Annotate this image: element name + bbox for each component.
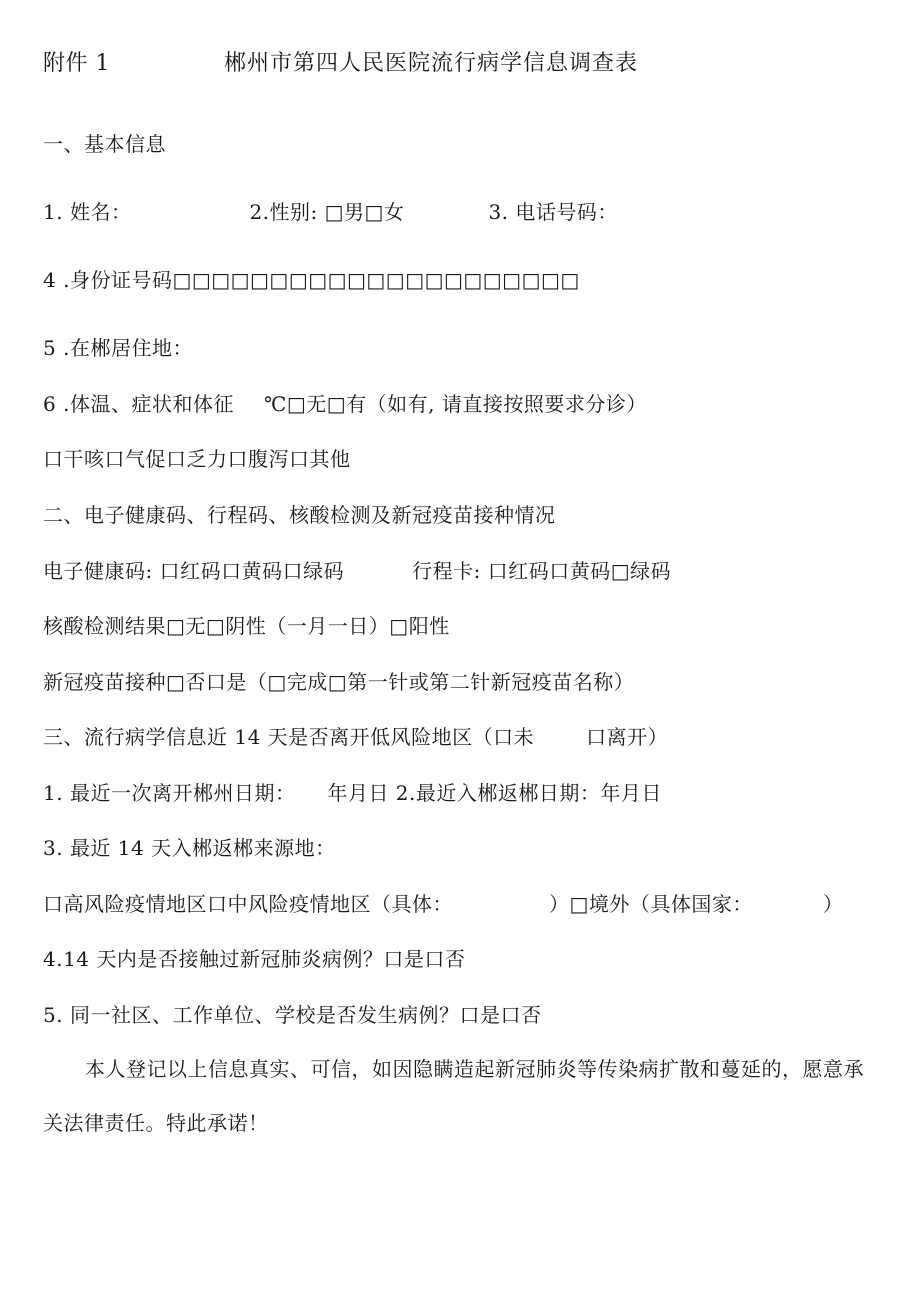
id-number-field: 4 .身份证号码□□□□□□□□□□□□□□□□□□□□□ <box>43 268 580 292</box>
health-code-field: 电子健康码: 口红码口黄码口绿码 <box>43 559 345 583</box>
epidemiology-heading-text: 三、流行病学信息近 14 天是否离开低风险地区（口未 <box>43 725 535 749</box>
section-codes-heading: 二、电子健康码、行程码、核酸检测及新冠疫苗接种情况 <box>43 503 556 527</box>
section-epidemiology-heading <box>43 723 668 751</box>
nucleic-test-field: 核酸检测结果□无□阴性（一月一日）□阳性 <box>43 614 450 638</box>
travel-card-field: 行程卡: 口红码口黄码□绿码 <box>412 559 672 583</box>
left-option: 口离开） <box>586 725 669 749</box>
codes-row <box>43 557 671 585</box>
name-field-label: 1. 姓名： <box>43 200 132 224</box>
name-gender-phone-row <box>43 198 618 226</box>
vaccine-field: 新冠疫苗接种□否口是（□完成□第一针或第二针新冠疫苗名称） <box>43 670 635 694</box>
source-location-question: 3. 最近 14 天入郴返郴来源地： <box>43 836 336 860</box>
dates-row <box>43 779 662 807</box>
phone-field-label: 3. 电话号码： <box>488 200 618 224</box>
source-location-options <box>43 890 843 918</box>
last-leave-date-label: 1. 最近一次离开郴州日期： <box>43 781 296 805</box>
annex-label: 附件 1 <box>43 51 110 76</box>
overseas-option: ）□境外（具体国家： <box>549 892 753 916</box>
gender-field: 2.性别: □男□女 <box>249 200 405 224</box>
section-basic-info-heading: 一、基本信息 <box>43 132 166 156</box>
community-case-question: 5. 同一社区、工作单位、学校是否发生病例？口是口否 <box>43 1003 542 1027</box>
return-date-label: 年月日 2.最近入郴返郴日期：年月日 <box>327 781 662 805</box>
symptoms-options: 口干咳口气促口乏力口腹泻口其他 <box>43 447 351 471</box>
temperature-label: 6 .体温、症状和体征 <box>43 392 234 416</box>
risk-area-options: 口高风险疫情地区口中风险疫情地区（具体： <box>43 892 453 916</box>
temperature-row <box>43 390 647 418</box>
contact-question: 4.14 天内是否接触过新冠肺炎病例？口是口否 <box>43 947 466 971</box>
residence-field: 5 .在郴居住地： <box>43 336 193 360</box>
temperature-options: ℃□无□有（如有, 请直接按照要求分诊） <box>263 392 647 416</box>
closing-bracket: ） <box>822 892 844 916</box>
declaration-paragraph: 本人登记以上信息真实、可信，如因隐瞒造起新冠肺炎等传染病扩散和蔓延的，愿意承关法律责任。特此承诺！ <box>43 1057 864 1135</box>
page-title: 郴州市第四人民医院流行病学信息调查表 <box>224 51 639 76</box>
